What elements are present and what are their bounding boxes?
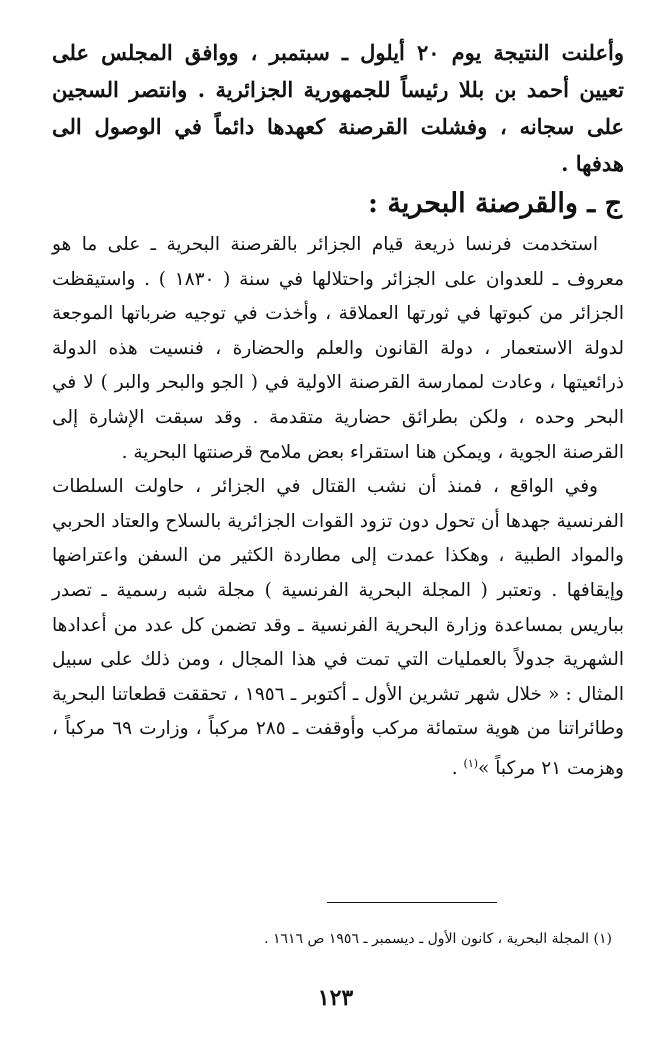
section-heading: ج ـ والقرصنة البحرية : [368, 188, 622, 219]
footnote-divider [327, 902, 497, 903]
footnote-reference: (١) [463, 756, 479, 770]
page-body [52, 34, 624, 787]
paragraph-naval-operations [52, 470, 624, 787]
paragraph-piracy-history: استخدمت فرنسا ذريعة قيام الجزائر بالقرصنة البحرية ـ على ما هو معروف ـ للعدوان على الجزائر واحتلالها في سنة ( ١٨٣٠ ) . واستيقظت الجزائر من كبوتها في ثورتها العملاقة ، وأخذت في توجيه ضرباتها الموجعة لدولة الاستعمار ، دولة القانون والعلم والحضارة ، فنسيت هذه الدولة ذرائعيتها ، وعادت لممارسة القرصنة الاولية في ( الجو والبحر والبر ) لا في البحر وحده ، ولكن بطرائق حضارية متقدمة . وقد سبقت الإشارة إلى القرصنة الجوية ، ويمكن هنا استقراء بعض ملامح قرصنتها البحرية . [52, 234, 624, 463]
paragraph-naval-operations-text: وفي الواقع ، فمنذ أن نشب القتال في الجزائر ، حاولت السلطات الفرنسية جهدها أن تحول دون تزود القوات الجزائرية بالسلاح والعتاد الحربي والمواد الطبية ، وهكذا عمدت إلى مطاردة الكثير من السفن واعتراضها وإيقافها . وتعتبر ( المجلة البحرية الفرنسية ) مجلة شبه رسمية ـ تصدر بباريس بمساعدة وزارة البحرية الفرنسية ـ وقد تضمن كل عدد من أعدادها الشهرية جدولاً بالعمليات التي تمت في هذا المجال ، ومن ذلك على سبيل المثال : « خلال شهر تشرين الأول ـ أكتوبر ـ ١٩٥٦ ، تحققت قطعاتنا البحرية وطائراتنا من هوية ستمائة مركب وأوقفت ـ ٢٨٥ مركباً ، وزارت ٦٩ مركباً ، وهزمت ٢١ مركباً » [52, 476, 624, 780]
footnote: (١) المجلة البحرية ، كانون الأول ـ ديسمبر ـ ١٩٥٦ ص ١٦١٦ . [264, 931, 612, 947]
paragraph-naval-operations-end: . [451, 758, 464, 780]
intro-paragraph: وأعلنت النتيجة يوم ٢٠ أيلول ـ سبتمبر ، ووافق المجلس على تعيين أحمد بن بللا رئيساً للجمهورية الجزائرية . وانتصر السجين على سجانه ، وفشلت القرصنة كعهدها دائماً في الوصول الى هدفها . [52, 40, 625, 176]
page-number: ١٢٣ [317, 985, 354, 1011]
